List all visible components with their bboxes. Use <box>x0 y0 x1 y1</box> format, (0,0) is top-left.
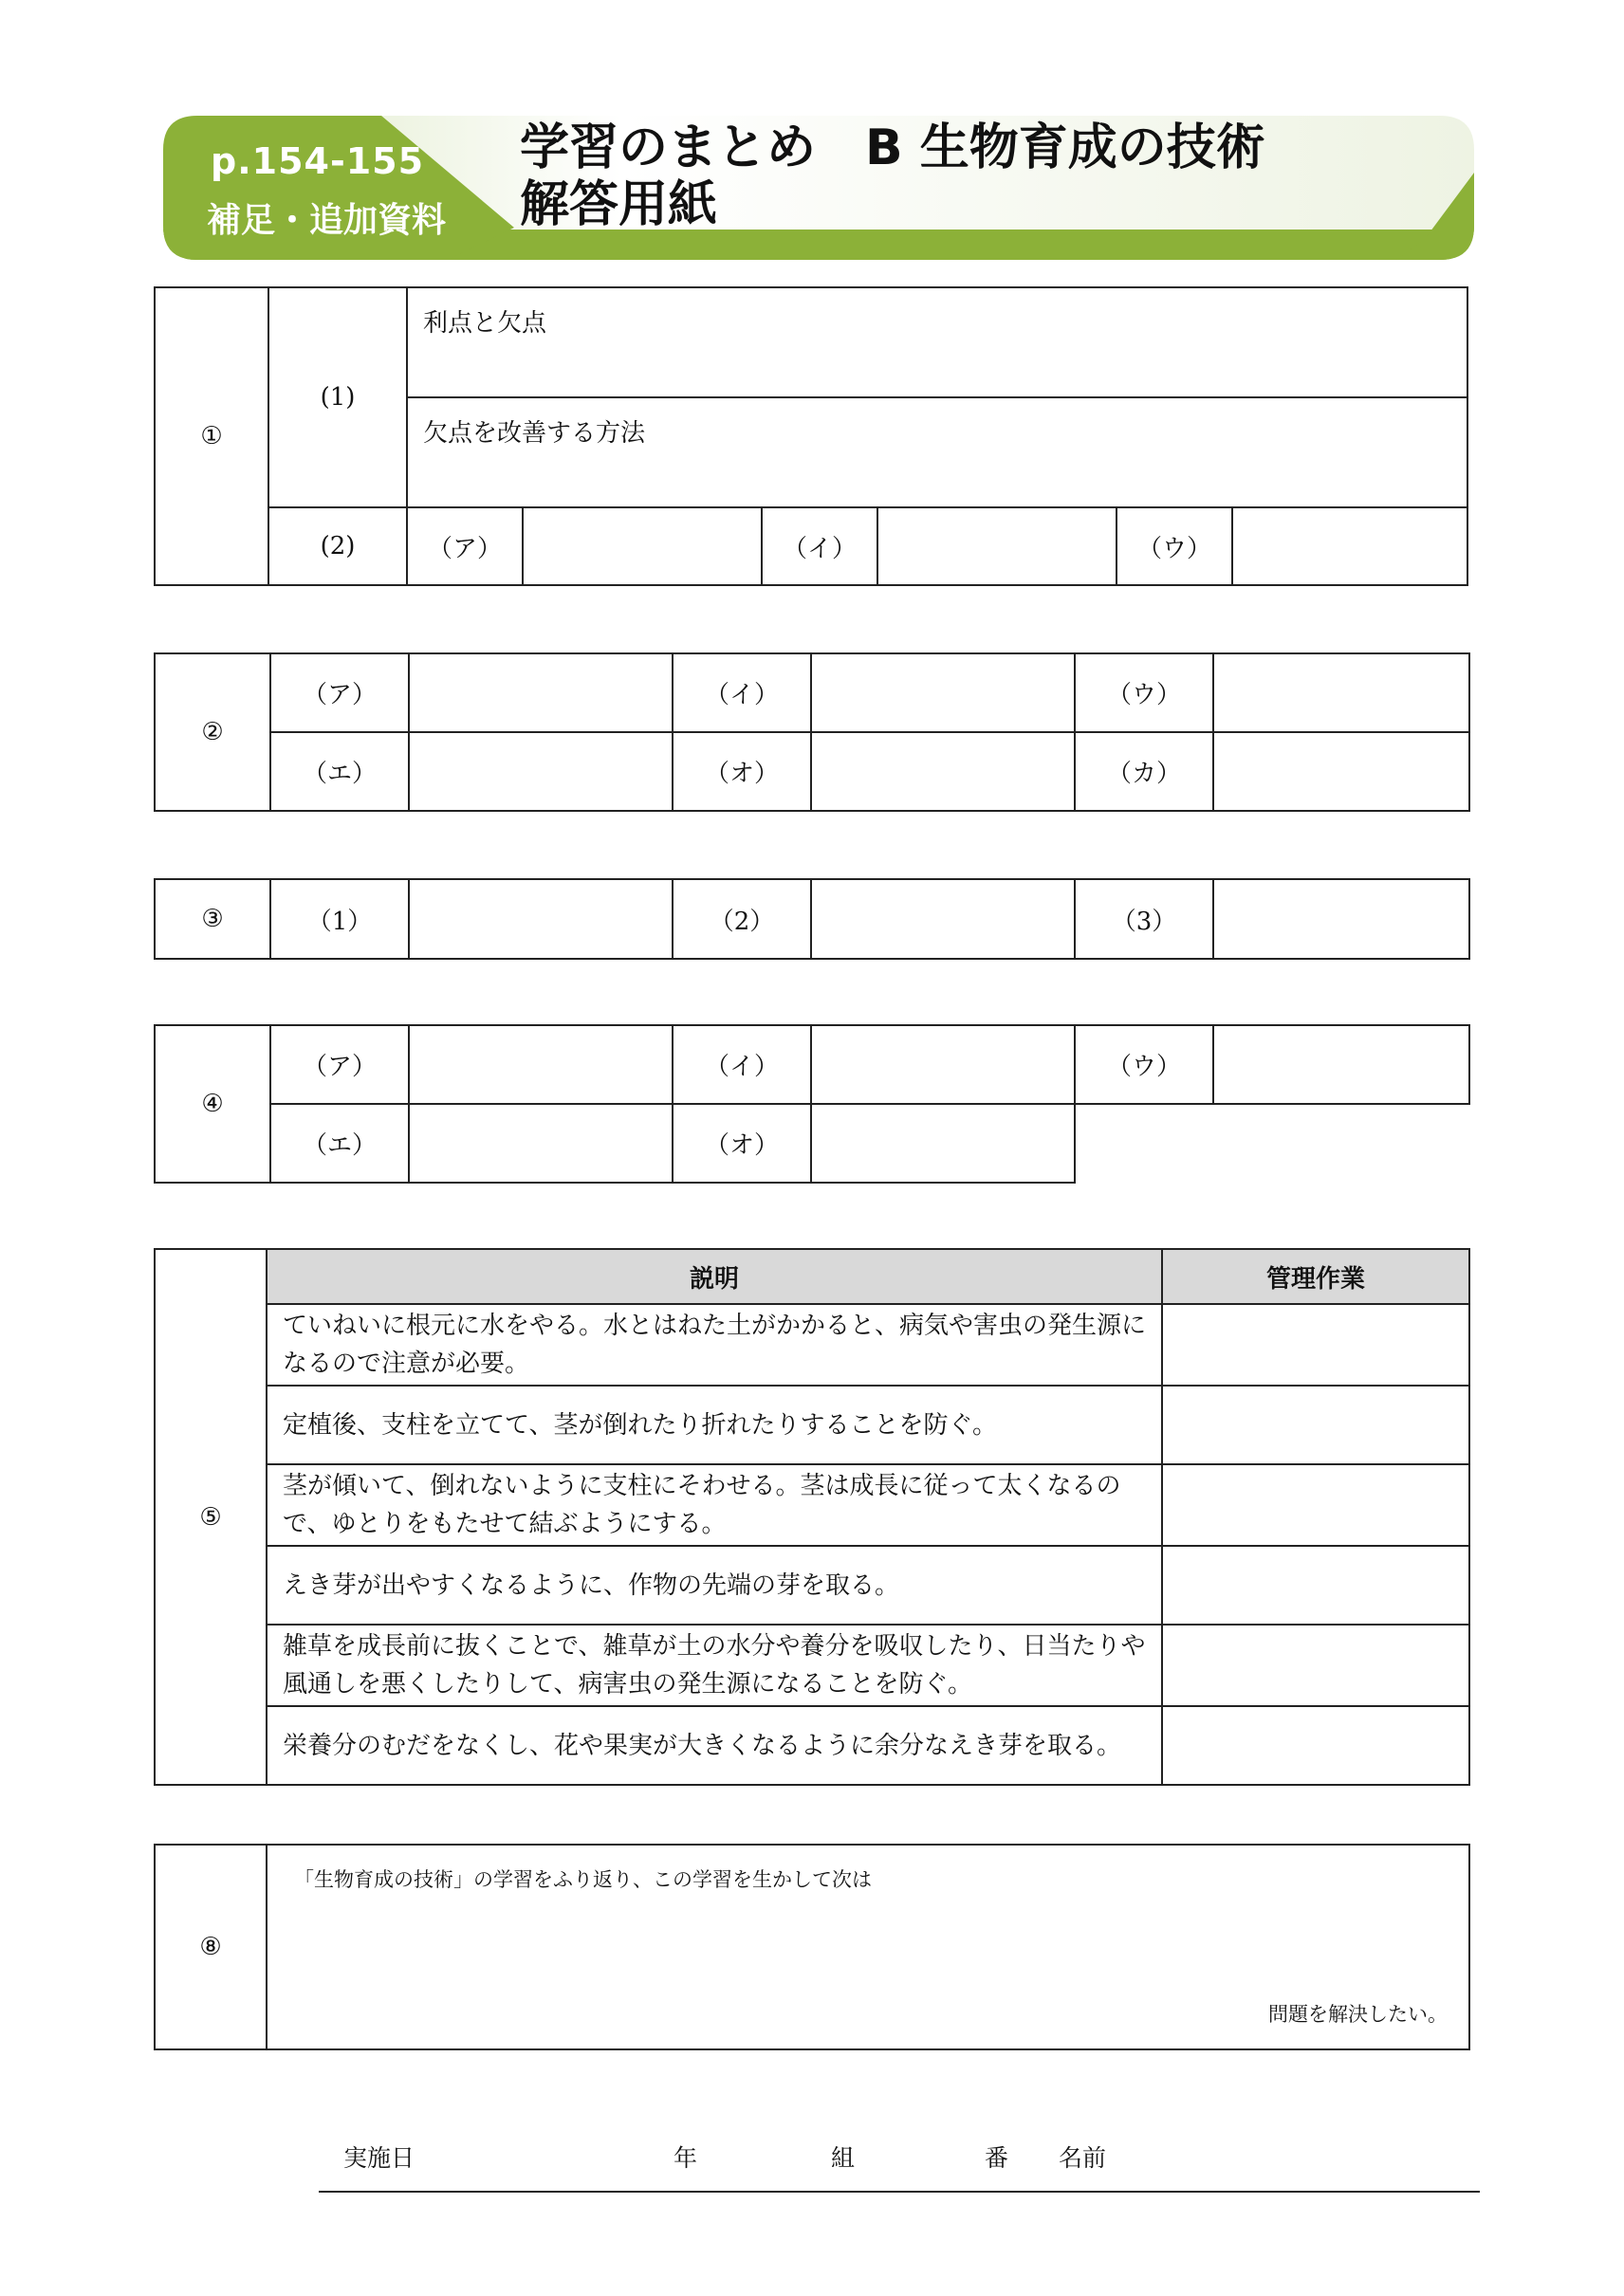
q1-note-improve: 欠点を改善する方法 <box>423 419 646 448</box>
date-label: 実施日 <box>343 2144 415 2172</box>
q1-sub2-label: (2) <box>268 507 407 585</box>
header-banner <box>163 116 1474 260</box>
q5-row-answer[interactable] <box>1162 1386 1469 1464</box>
q5-row-desc: 定植後、支柱を立てて、茎が倒れたり折れたりすることを防ぐ。 <box>267 1386 1162 1464</box>
q5-row-answer[interactable] <box>1162 1706 1469 1785</box>
q4-answer-a[interactable] <box>409 1025 673 1104</box>
q3-number: ③ <box>155 879 270 959</box>
class-label: 組 <box>831 2144 856 2172</box>
q8-number: ⑧ <box>155 1845 267 2049</box>
q4-label-a: （ア） <box>270 1025 409 1104</box>
q8-table <box>154 1844 1470 2050</box>
q3-answer-3[interactable] <box>1213 879 1469 959</box>
q4-answer-o[interactable] <box>811 1104 1075 1183</box>
q4-empty-cell <box>1213 1104 1469 1183</box>
q2-label-ka: （カ） <box>1075 732 1213 811</box>
title-line-1: 学習のまとめ B 生物育成の技術 <box>520 119 1265 176</box>
q5-row-desc: 雑草を成長前に抜くことで、雑草が土の水分や養分を吸収したり、日当たりや風通しを悪くしたりして、病害虫の発生源になることを防ぐ。 <box>267 1625 1162 1706</box>
q8-tail-text: 問題を解決したい。 <box>1268 2003 1448 2026</box>
q5-row-answer[interactable] <box>1162 1464 1469 1546</box>
q4-label-o: （オ） <box>673 1104 811 1183</box>
name-label: 名前 <box>1059 2144 1107 2172</box>
q4-table <box>154 1024 1470 1184</box>
q5-row-desc: 茎が傾いて、倒れないように支柱にそわせる。茎は成長に従って太くなるので、ゆとりをもたせて結ぶようにする。 <box>267 1464 1162 1546</box>
page-title <box>520 119 1265 233</box>
q2-answer-ka[interactable] <box>1213 732 1469 811</box>
q4-label-u: （ウ） <box>1075 1025 1213 1104</box>
q2-label-e: （エ） <box>270 732 409 811</box>
q8-lead-text: 「生物育成の技術」の学習をふり返り、この学習を生かして次は <box>294 1868 872 1891</box>
student-info <box>319 2132 1480 2198</box>
q4-label-i: （イ） <box>673 1025 811 1104</box>
seat-label: 番 <box>985 2144 1009 2172</box>
q1-answer-merits[interactable] <box>407 287 1467 397</box>
q3-label-1: （1） <box>270 879 409 959</box>
q5-row-desc: 栄養分のむだをなくし、花や果実が大きくなるように余分なえき芽を取る。 <box>267 1706 1162 1785</box>
q2-answer-o[interactable] <box>811 732 1075 811</box>
footer-underline <box>319 2191 1480 2193</box>
q2-answer-u[interactable] <box>1213 653 1469 732</box>
q5-row-desc: えき芽が出やすくなるように、作物の先端の芽を取る。 <box>267 1546 1162 1625</box>
q3-label-2: （2） <box>673 879 811 959</box>
title-line-2: 解答用紙 <box>520 176 718 233</box>
q4-answer-e[interactable] <box>409 1104 673 1183</box>
q2-label-a: （ア） <box>270 653 409 732</box>
q4-answer-i[interactable] <box>811 1025 1075 1104</box>
q5-row-desc: ていねいに根元に水をやる。水とはねた土がかかると、病気や害虫の発生源になるので注意が必要。 <box>267 1304 1162 1386</box>
q2-number: ② <box>155 653 270 811</box>
q1-answer-a[interactable] <box>523 507 762 585</box>
q1-label-i: （イ） <box>762 507 877 585</box>
q1-note-merits: 利点と欠点 <box>423 309 547 338</box>
q3-table <box>154 878 1470 960</box>
q5-row-answer[interactable] <box>1162 1546 1469 1625</box>
q3-label-3: （3） <box>1075 879 1213 959</box>
q3-answer-1[interactable] <box>409 879 673 959</box>
q4-answer-u[interactable] <box>1213 1025 1469 1104</box>
q2-answer-i[interactable] <box>811 653 1075 732</box>
q1-number: ① <box>155 287 268 585</box>
q5-row-answer[interactable] <box>1162 1625 1469 1706</box>
q4-label-e: （エ） <box>270 1104 409 1183</box>
q8-answer[interactable] <box>267 1845 1469 2049</box>
q1-answer-improve[interactable] <box>407 397 1467 507</box>
year-label: 年 <box>674 2144 698 2172</box>
q2-answer-a[interactable] <box>409 653 673 732</box>
q1-label-a: （ア） <box>407 507 523 585</box>
banner-subtitle: 補足・追加資料 <box>207 201 447 240</box>
q5-col-description: 説明 <box>267 1249 1162 1304</box>
q1-table <box>154 286 1468 586</box>
q2-answer-e[interactable] <box>409 732 673 811</box>
q2-label-o: （オ） <box>673 732 811 811</box>
q1-answer-i[interactable] <box>877 507 1116 585</box>
q4-number: ④ <box>155 1025 270 1183</box>
page-range: p.154-155 <box>211 140 425 182</box>
q2-table <box>154 652 1470 812</box>
q1-sub1-label: (1) <box>268 287 407 507</box>
q5-number: ⑤ <box>155 1249 267 1785</box>
q2-label-u: （ウ） <box>1075 653 1213 732</box>
q5-col-task: 管理作業 <box>1162 1249 1469 1304</box>
q4-empty-cell <box>1075 1104 1213 1183</box>
q3-answer-2[interactable] <box>811 879 1075 959</box>
q1-answer-u[interactable] <box>1232 507 1467 585</box>
q5-table <box>154 1248 1470 1786</box>
q1-label-u: （ウ） <box>1116 507 1232 585</box>
q5-row-answer[interactable] <box>1162 1304 1469 1386</box>
q2-label-i: （イ） <box>673 653 811 732</box>
